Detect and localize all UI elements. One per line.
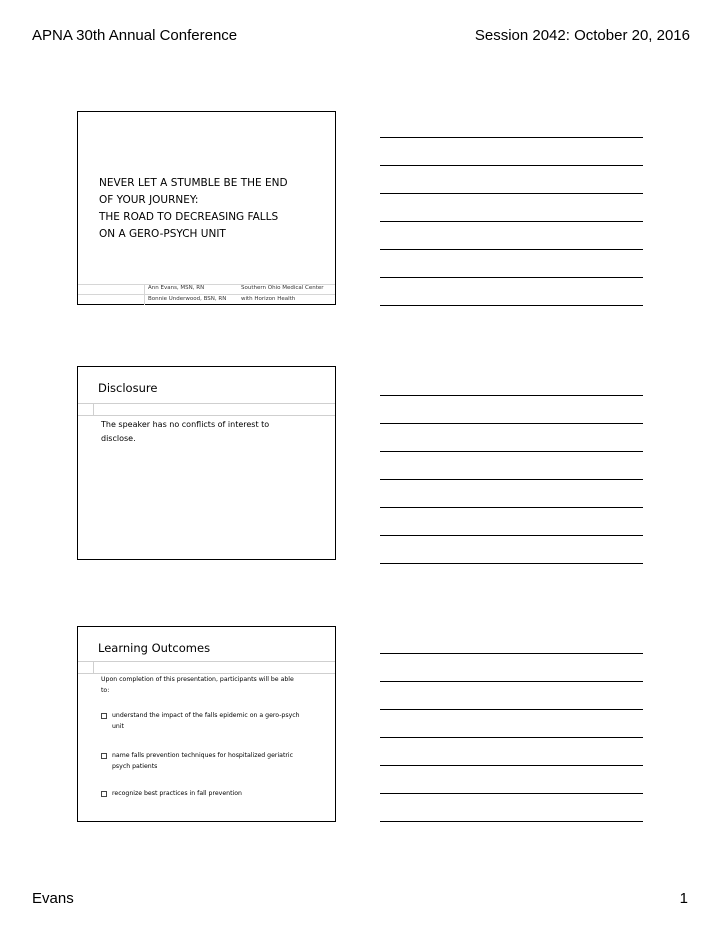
- outcome-item: [101, 750, 326, 772]
- note-line: [380, 737, 643, 738]
- slide-heading: Disclosure: [98, 381, 158, 395]
- note-line: [380, 277, 643, 278]
- outcome-item: [101, 788, 326, 799]
- slide-learning-outcomes: [77, 626, 336, 822]
- note-line: [380, 535, 643, 536]
- slide-heading: Learning Outcomes: [98, 641, 211, 655]
- disclosure-text: [101, 418, 311, 446]
- note-line: [380, 165, 643, 166]
- intro-line: to:: [101, 687, 110, 694]
- item-line: name falls prevention techniques for hospitalized geriatric: [112, 752, 294, 759]
- note-line: [380, 451, 643, 452]
- footer-author: Evans: [32, 890, 74, 907]
- band-tick: [93, 662, 94, 673]
- title-line: THE ROAD TO DECREASING FALLS: [99, 211, 279, 223]
- slide-title: [77, 111, 336, 305]
- square-bullet-icon: [101, 753, 107, 759]
- author-affiliation: Southern Ohio Medical Center: [241, 285, 324, 291]
- slide-title-text: [99, 175, 324, 243]
- slide-disclosure: [77, 366, 336, 560]
- heading-band: [78, 403, 335, 416]
- square-bullet-icon: [101, 791, 107, 797]
- note-line: [380, 249, 643, 250]
- header-conference-title: APNA 30th Annual Conference: [32, 27, 238, 44]
- divider: [144, 284, 145, 305]
- title-line: NEVER LET A STUMBLE BE THE END: [99, 177, 288, 189]
- outcomes-body: [101, 674, 326, 799]
- square-bullet-icon: [101, 713, 107, 719]
- intro-text: [101, 674, 326, 696]
- note-line: [380, 709, 643, 710]
- page-number: 1: [679, 890, 688, 907]
- item-line: understand the impact of the falls epidemic on a gero-psych: [112, 712, 300, 719]
- note-line: [380, 765, 643, 766]
- note-line: [380, 653, 643, 654]
- outcome-item: [101, 710, 326, 732]
- author-name: Bonnie Underwood, BSN, RN: [148, 296, 227, 302]
- heading-band: [78, 661, 335, 674]
- author-affiliation: with Horizon Health: [241, 296, 296, 302]
- note-line: [380, 305, 643, 306]
- item-line: recognize best practices in fall prevention: [112, 790, 242, 797]
- note-line: [380, 479, 643, 480]
- note-line: [380, 563, 643, 564]
- note-line: [380, 221, 643, 222]
- note-line: [380, 681, 643, 682]
- body-line: The speaker has no conflicts of interest to: [101, 420, 270, 429]
- note-line: [380, 423, 643, 424]
- body-line: disclose.: [101, 434, 136, 443]
- author-name: Ann Evans, MSN, RN: [148, 285, 205, 291]
- band-tick: [93, 404, 94, 415]
- note-line: [380, 507, 643, 508]
- title-line: OF YOUR JOURNEY:: [99, 194, 199, 206]
- note-line: [380, 395, 643, 396]
- item-line: unit: [112, 723, 124, 730]
- divider: [78, 294, 335, 295]
- note-line: [380, 793, 643, 794]
- title-line: ON A GERO-PSYCH UNIT: [99, 228, 226, 240]
- note-line: [380, 137, 643, 138]
- header-session-date: Session 2042: October 20, 2016: [474, 27, 690, 44]
- item-line: psych patients: [112, 763, 158, 770]
- intro-line: Upon completion of this presentation, participants will be able: [101, 676, 294, 683]
- note-line: [380, 193, 643, 194]
- note-line: [380, 821, 643, 822]
